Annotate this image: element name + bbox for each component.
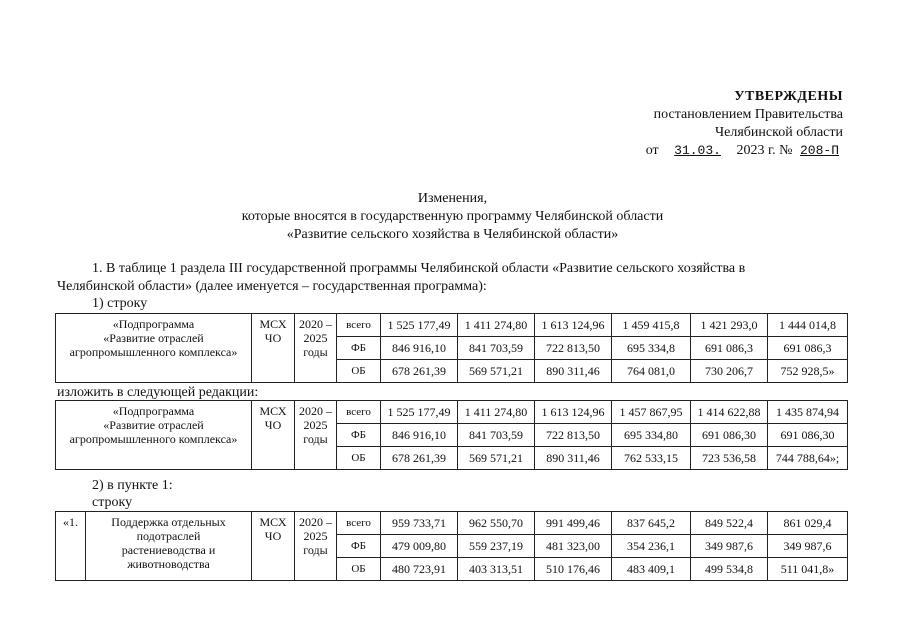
value-cell: 511 041,8» [768, 558, 848, 581]
value-cell: 481 323,00 [535, 535, 612, 558]
source-cell: ОБ [337, 447, 381, 470]
value-cell: 569 571,21 [458, 447, 535, 470]
paragraph-2: 1) строку [92, 296, 148, 311]
value-cell: 722 813,50 [535, 424, 612, 447]
value-cell: 691 086,3 [691, 337, 768, 360]
value-cell: 349 987,6 [768, 535, 848, 558]
value-cell: 479 009,80 [381, 535, 458, 558]
value-cell: 837 645,2 [612, 512, 691, 535]
approval-heading: УТВЕРЖДЕНЫ [734, 89, 843, 104]
measure-name-cell: Поддержка отдельных подотраслей растениеводства и животноводства [86, 512, 252, 581]
value-cell: 1 411 274,80 [458, 401, 535, 424]
value-cell: 890 311,46 [535, 360, 612, 383]
value-cell: 1 444 014,8 [768, 314, 848, 337]
period-cell: 2020 – 2025 годы [295, 512, 337, 581]
title-line-2: которые вносятся в государственную программу Челябинской области [241, 209, 664, 224]
table-new-row [55, 400, 848, 470]
value-cell: 730 206,7 [691, 360, 768, 383]
value-cell: 403 313,51 [458, 558, 535, 581]
value-cell: 678 261,39 [381, 360, 458, 383]
value-cell: 861 029,4 [768, 512, 848, 535]
period-cell: 2020 – 2025 годы [295, 314, 337, 383]
value-cell: 559 237,19 [458, 535, 535, 558]
paragraph-1-line-1: 1. В таблице 1 раздела III государственной программы Челябинской области «Развитие сельского хозяйства в [92, 261, 746, 276]
value-cell: 959 733,71 [381, 512, 458, 535]
approval-date-line [646, 142, 843, 160]
source-cell: всего [337, 512, 381, 535]
value-cell: 1 459 415,8 [612, 314, 691, 337]
executor-cell: МСХ ЧО [252, 512, 295, 581]
value-cell: 841 703,59 [458, 337, 535, 360]
paragraph-3: изложить в следующей редакции: [57, 385, 259, 400]
value-cell: 1 411 274,80 [458, 314, 535, 337]
value-cell: 744 788,64»; [768, 447, 848, 470]
source-cell: ФБ [337, 337, 381, 360]
period-cell: 2020 – 2025 годы [295, 401, 337, 470]
value-cell: 846 916,10 [381, 337, 458, 360]
value-cell: 846 916,10 [381, 424, 458, 447]
table-row [56, 314, 848, 337]
value-cell: 1 613 124,96 [535, 401, 612, 424]
value-cell: 1 525 177,49 [381, 314, 458, 337]
date-value: 31.03. [674, 143, 721, 158]
value-cell: 695 334,80 [612, 424, 691, 447]
item-number-cell: «1. [56, 512, 86, 581]
value-cell: 1 414 622,88 [691, 401, 768, 424]
value-cell: 691 086,3 [768, 337, 848, 360]
source-cell: всего [337, 314, 381, 337]
title-line-1: Изменения, [417, 191, 488, 206]
title-line-3: «Развитие сельского хозяйства в Челябинской области» [286, 227, 619, 242]
value-cell: 483 409,1 [612, 558, 691, 581]
program-name-cell: «Подпрограмма «Развитие отраслей агропромышленного комплекса» [56, 314, 252, 383]
value-cell: 962 550,70 [458, 512, 535, 535]
table-original-row [55, 313, 848, 383]
value-cell: 1 457 867,95 [612, 401, 691, 424]
value-cell: 849 522,4 [691, 512, 768, 535]
value-cell: 1 435 874,94 [768, 401, 848, 424]
paragraph-5: строку [92, 495, 133, 510]
table-row [56, 401, 848, 424]
value-cell: 762 533,15 [612, 447, 691, 470]
source-cell: ОБ [337, 558, 381, 581]
value-cell: 510 176,46 [535, 558, 612, 581]
document-title [0, 190, 905, 244]
paragraph-1-line-2: Челябинской области» (далее именуется – государственная программа): [57, 279, 487, 294]
value-cell: 569 571,21 [458, 360, 535, 383]
value-cell: 691 086,30 [768, 424, 848, 447]
table-row [56, 512, 848, 535]
value-cell: 890 311,46 [535, 447, 612, 470]
value-cell: 1 421 293,0 [691, 314, 768, 337]
value-cell: 841 703,59 [458, 424, 535, 447]
value-cell: 354 236,1 [612, 535, 691, 558]
executor-cell: МСХ ЧО [252, 314, 295, 383]
value-cell: 752 928,5» [768, 360, 848, 383]
date-prefix: от [645, 143, 659, 158]
value-cell: 764 081,0 [612, 360, 691, 383]
approval-line-1: постановлением Правительства [653, 107, 843, 122]
source-cell: ФБ [337, 424, 381, 447]
value-cell: 991 499,46 [535, 512, 612, 535]
approval-line-2: Челябинской области [715, 125, 843, 140]
source-cell: всего [337, 401, 381, 424]
value-cell: 723 536,58 [691, 447, 768, 470]
value-cell: 349 987,6 [691, 535, 768, 558]
approval-block [646, 88, 843, 160]
value-cell: 1 525 177,49 [381, 401, 458, 424]
value-cell: 722 813,50 [535, 337, 612, 360]
executor-cell: МСХ ЧО [252, 401, 295, 470]
date-suffix: 2023 г. № [736, 143, 793, 158]
value-cell: 480 723,91 [381, 558, 458, 581]
source-cell: ОБ [337, 360, 381, 383]
source-cell: ФБ [337, 535, 381, 558]
value-cell: 499 534,8 [691, 558, 768, 581]
value-cell: 691 086,30 [691, 424, 768, 447]
number-value: 208-П [799, 143, 839, 158]
paragraph-4: 2) в пункте 1: [92, 478, 173, 493]
value-cell: 695 334,8 [612, 337, 691, 360]
value-cell: 678 261,39 [381, 447, 458, 470]
value-cell: 1 613 124,96 [535, 314, 612, 337]
program-name-cell: «Подпрограмма «Развитие отраслей агропромышленного комплекса» [56, 401, 252, 470]
table-item-1-row [55, 511, 848, 581]
